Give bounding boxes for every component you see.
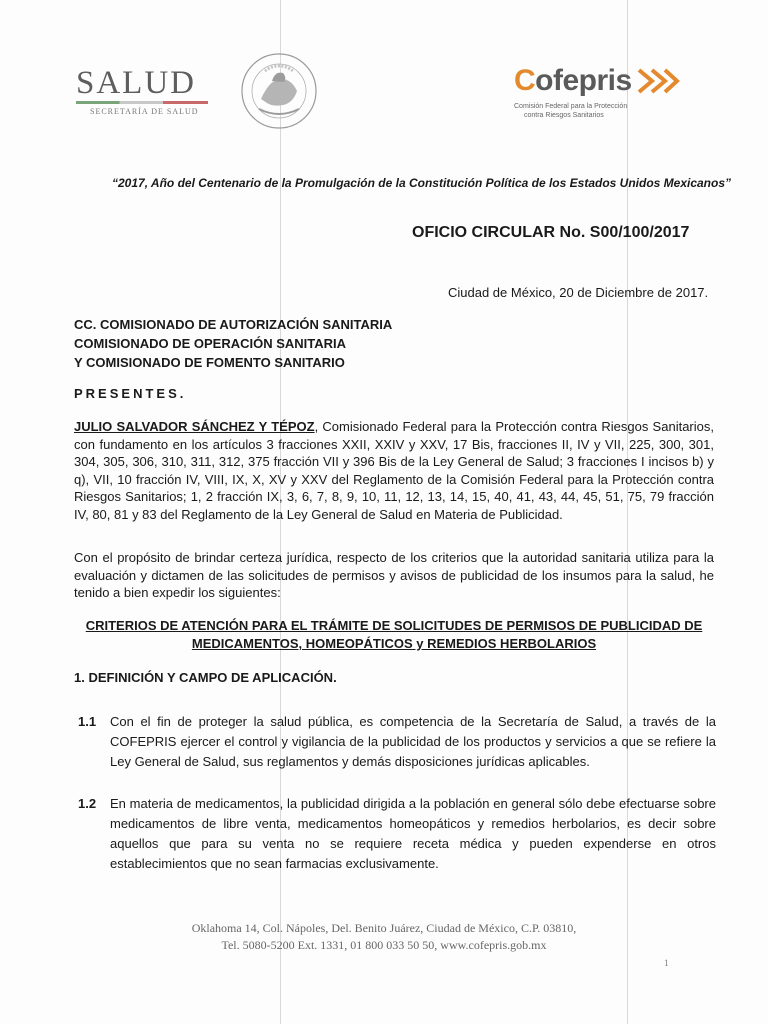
salud-logo [76, 66, 216, 116]
footer-line: Tel. 5080-5200 Ext. 1331, 01 800 033 50 50, www.cofepris.gob.mx [221, 938, 547, 952]
cofepris-logo [514, 64, 714, 120]
section-heading: 1. DEFINICIÓN Y CAMPO DE APLICACIÓN. [74, 670, 337, 685]
addressee-line: Y COMISIONADO DE FOMENTO SANITARIO [74, 355, 345, 370]
salud-tricolor-rule [76, 101, 208, 104]
signer-name: JULIO SALVADOR SÁNCHEZ Y TÉPOZ [74, 419, 315, 434]
salud-subtitle: SECRETARÍA DE SALUD [90, 107, 199, 116]
oficio-number: OFICIO CIRCULAR No. S00/100/2017 [412, 224, 690, 241]
cofepris-subtitle: Comisión Federal para la Protección contra Riesgos Sanitarios [514, 103, 628, 119]
mexican-seal-icon [239, 51, 319, 131]
purpose-paragraph: Con el propósito de brindar certeza jurídica, respecto de los criterios que la autoridad sanitaria utiliza para la evaluación y dictamen de las solicitudes de permisos y avisos de publicidad de los insumos para la salud, he tenido a bien expedir los siguientes: [74, 550, 714, 600]
addressee-line: CC. COMISIONADO DE AUTORIZACIÓN SANITARIA [74, 317, 393, 332]
date-line: Ciudad de México, 20 de Diciembre de 2017. [448, 285, 709, 300]
addressee-block [74, 315, 392, 372]
official-motto: “2017, Año del Centenario de la Promulgación de la Constitución Política de los Estados Unidos Mexicanos” [112, 176, 732, 190]
page-number: 1 [664, 958, 669, 968]
salud-wordmark: SALUD [76, 65, 197, 101]
legal-basis-text: , Comisionado Federal para la Protección contra Riesgos Sanitarios, con fundamento en los artículos 3 fracciones XXII, XXIV y XXV, 17 Bis, fracciones II, IV y VII, 225, 300, 301, 304, 305, 306, 310, 311, 312, 375 fracción VII y 396 Bis de la Ley General de Salud; 3 fracciones I incisos b) y q), VII, 10 fracción IV, VIII, IX, X, XV y XXV del Reglamento de la Comisión Federal para la Protección contra Riesgos Sanitarios; 1, 2 fracción IX, 3, 6, 7, 8, 9, 10, 11, 12, 13, 14, 15, 40, 41, 43, 44, 45, 51, 75, 79 fracción IV, 80, 81 y 83 del Reglamento de la Ley General de Salud en Materia de Publicidad. [74, 419, 714, 522]
legal-basis-paragraph [74, 418, 714, 523]
criterios-title-line: CRITERIOS DE ATENCIÓN PARA EL TRÁMITE DE SOLICITUDES DE PERMISOS DE PUBLICIDAD DE [85, 618, 703, 633]
criterios-title [74, 617, 714, 653]
item-text: Con el fin de proteger la salud pública, es competencia de la Secretaría de Salud, a través de la COFEPRIS ejercer el control y vigilancia de la publicidad de los productos y servicios a que se refiere la Ley General de Salud, sus reglamentos y demás disposiciones jurídicas aplicables. [110, 714, 716, 769]
footer-line: Oklahoma 14, Col. Nápoles, Del. Benito Juárez, Ciudad de México, C.P. 03810, [191, 921, 577, 935]
item-text: En materia de medicamentos, la publicidad dirigida a la población en general sólo debe efectuarse sobre medicamentos de libre venta, medicamentos homeopáticos y remedios herbolarios, es decir sobre aquellos que para su venta no se requiere receta médica y pueden expenderse en otros establecimientos que no sean farmacias exclusivamente. [110, 796, 716, 871]
cofepris-wordmark: Cofepris [514, 64, 632, 97]
salutation: PRESENTES. [74, 386, 187, 401]
footer-address [0, 920, 768, 954]
criterios-title-line: MEDICAMENTOS, HOMEOPÁTICOS y REMEDIOS HERBOLARIOS [191, 636, 597, 651]
cofepris-arrows-icon [636, 66, 680, 96]
addressee-line: COMISIONADO DE OPERACIÓN SANITARIA [74, 336, 347, 351]
item-number: 1.2 [78, 796, 97, 811]
item-number: 1.1 [78, 714, 97, 729]
